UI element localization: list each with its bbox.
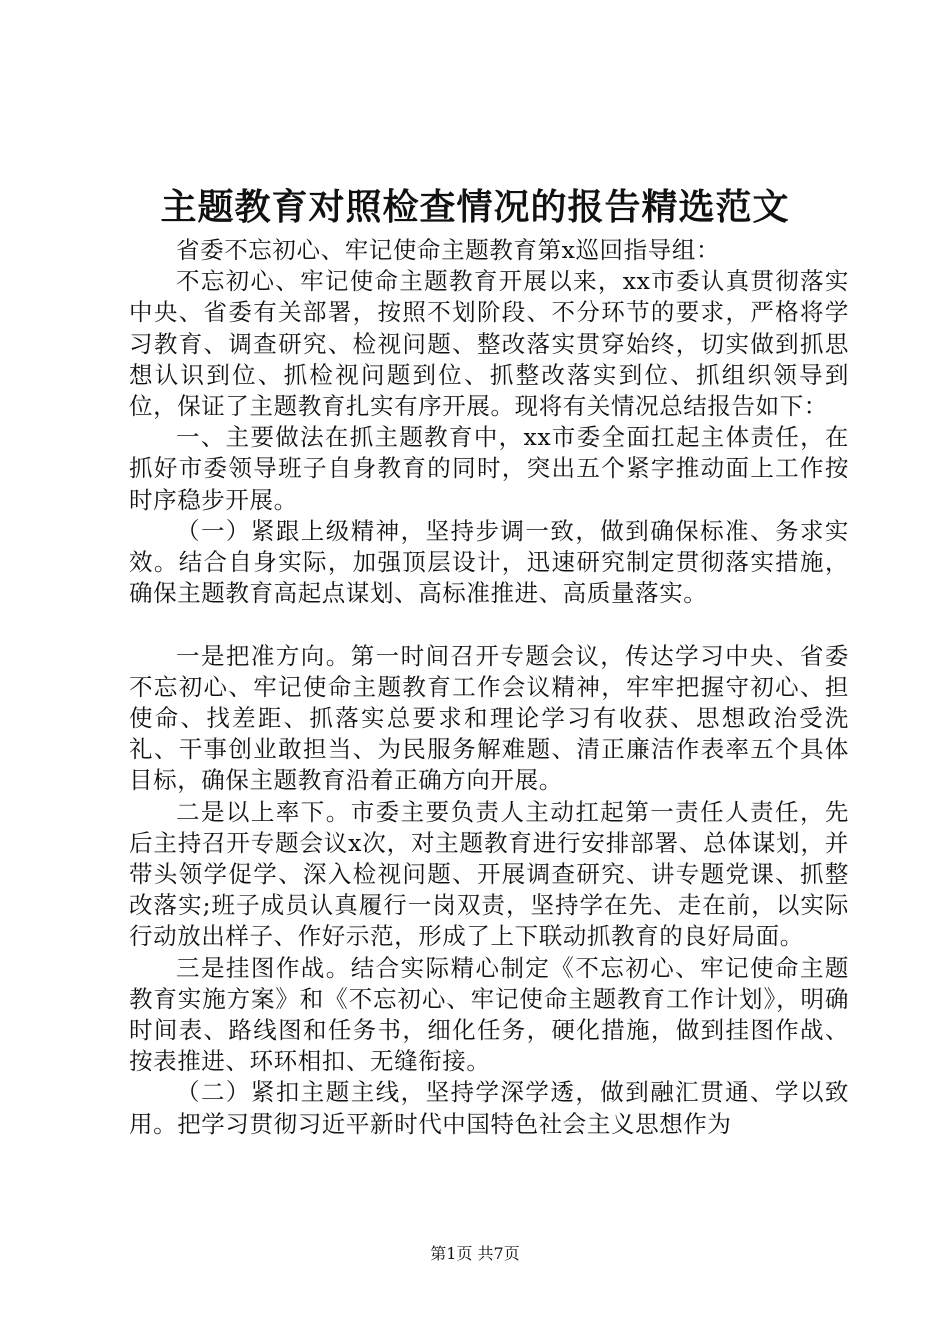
subsection-one-paragraph: （一）紧跟上级精神，坚持步调一致，做到确保标准、务求实效。结合自身实际，加强顶层设计，迅速研究制定贯彻落实措施，确保主题教育高起点谋划、高标准推进、高质量落实。	[129, 516, 849, 608]
subsection-two-paragraph: （二）紧扣主题主线，坚持学深学透，做到融汇贯通、学以致用。把学习贯彻习近平新时代中国特色社会主义思想作为	[129, 1078, 849, 1138]
document-body	[129, 235, 849, 1140]
page-footer: 第1页 共7页	[430, 1244, 520, 1263]
intro-paragraph: 不忘初心、牢记使命主题教育开展以来，xx市委认真贯彻落实中央、省委有关部署，按照不划阶段、不分环节的要求，严格将学习教育、调查研究、检视问题、整改落实贯穿始终，切实做到抓思想认识到位、抓检视问题到位、抓整改落实到位、抓组织领导到位，保证了主题教育扎实有序开展。现将有关情况总结报告如下：	[129, 267, 849, 421]
point-one-paragraph: 一是把准方向。第一时间召开专题会议，传达学习中央、省委不忘初心、牢记使命主题教育工作会议精神，牢牢把握守初心、担使命、找差距、抓落实总要求和理论学习有收获、思想政治受洗礼、干事创业敢担当、为民服务解难题、清正廉洁作表率五个具体目标，确保主题教育沿着正确方向开展。	[129, 641, 849, 795]
point-three-paragraph: 三是挂图作战。结合实际精心制定《不忘初心、牢记使命主题教育实施方案》和《不忘初心、牢记使命主题教育工作计划》，明确时间表、路线图和任务书，细化任务，硬化措施，做到挂图作战、按表推进、环环相扣、无缝衔接。	[129, 953, 849, 1076]
salutation-paragraph: 省委不忘初心、牢记使命主题教育第x巡回指导组：	[176, 236, 721, 264]
section-one-paragraph: 一、主要做法在抓主题教育中，xx市委全面扛起主体责任，在抓好市委领导班子自身教育的同时，突出五个紧字推动面上工作按时序稳步开展。	[129, 423, 849, 514]
point-two-paragraph: 二是以上率下。市委主要负责人主动扛起第一责任人责任，先后主持召开专题会议x次，对主题教育进行安排部署、总体谋划，并带头领学促学、深入检视问题、开展调查研究、讲专题党课、抓整改落实;班子成员认真履行一岗双责，坚持学在先、走在前，以实际行动放出样子、作好示范，形成了上下联动抓教育的良好局面。	[129, 797, 849, 951]
document-title: 主题教育对照检查情况的报告精选范文	[160, 186, 790, 228]
